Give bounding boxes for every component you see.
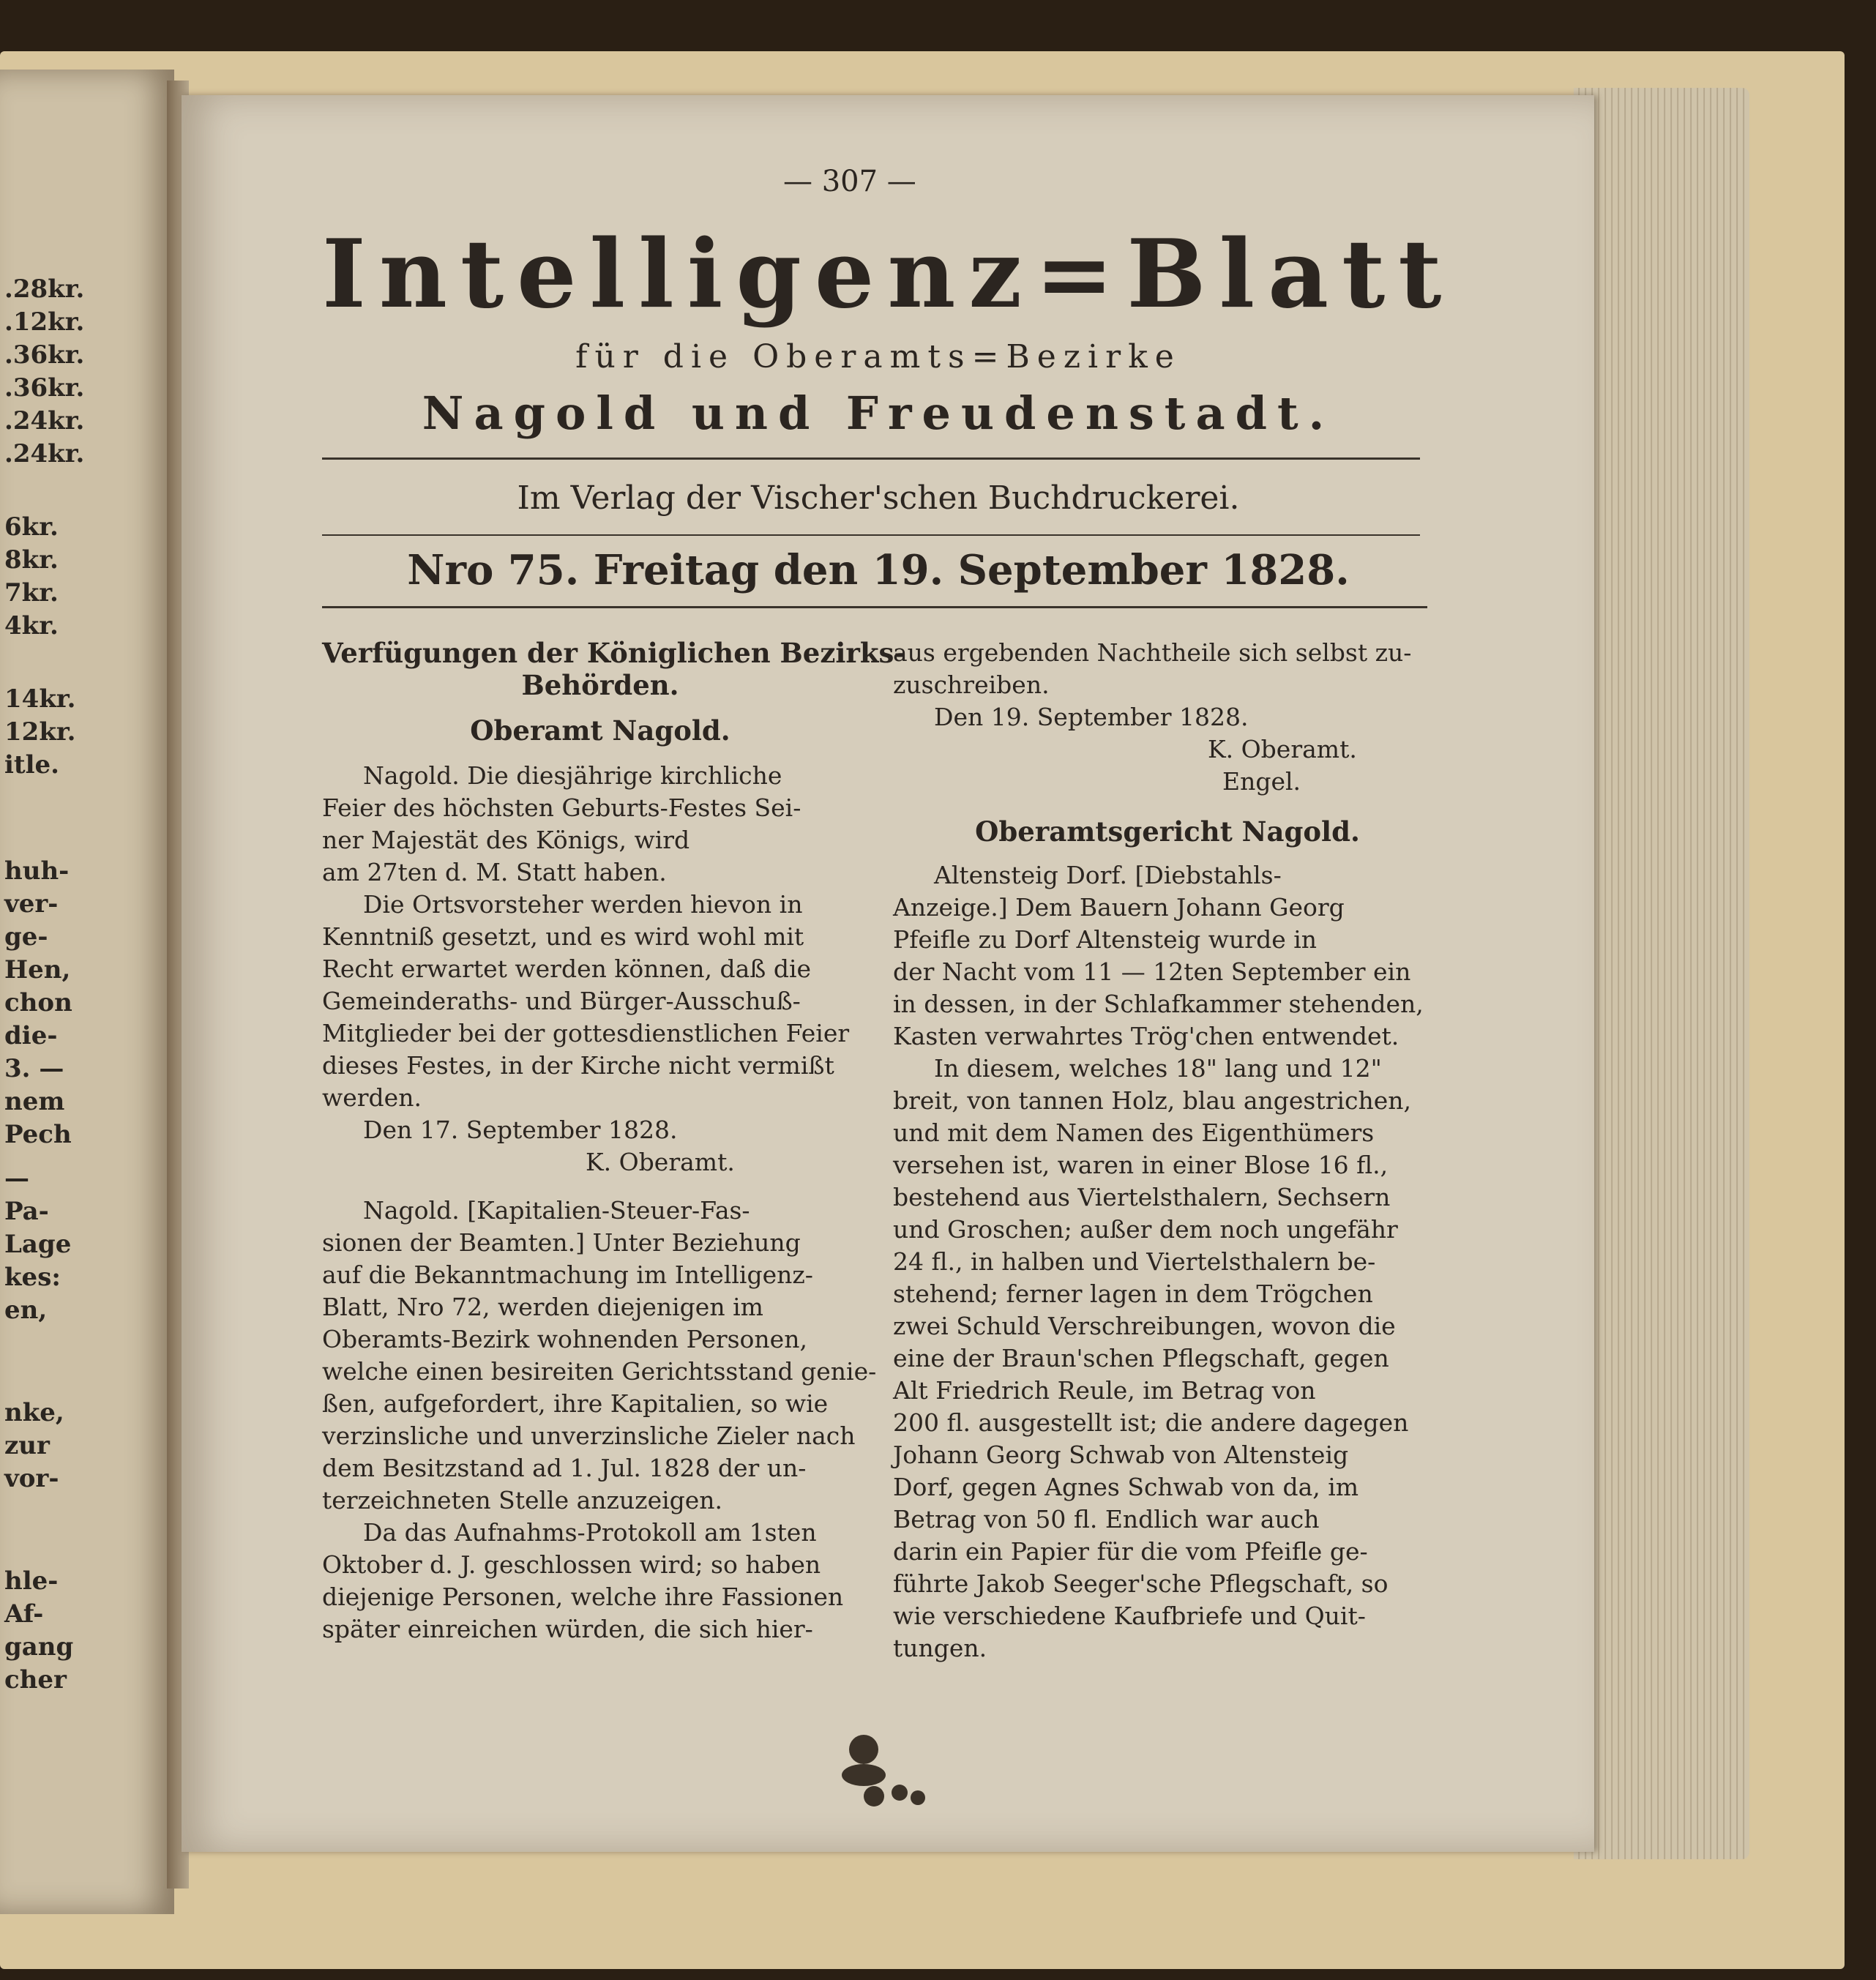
- text-line: dieses Festes, in der Kirche nicht vermißt: [322, 1051, 834, 1080]
- text-line: Johann Georg Schwab von Altensteig: [893, 1441, 1349, 1469]
- text-line: Betrag von 50 fl. Endlich war auch: [893, 1505, 1320, 1533]
- notice-paragraph: [322, 760, 878, 889]
- text-line: am 27ten d. M. Statt haben.: [322, 858, 667, 886]
- notice-paragraph: [893, 859, 1442, 1053]
- text-line: diejenige Personen, welche ihre Fassionen: [322, 1583, 844, 1611]
- notice-signature-name: Engel.: [1222, 767, 1301, 796]
- masthead-subtitle: für die Oberamts=Bezirke: [575, 338, 1181, 376]
- text-line: und mit dem Namen des Eigenthümers: [893, 1118, 1375, 1147]
- left-page-fragment: itle.: [4, 750, 60, 780]
- left-page-fragment: .28kr.: [4, 274, 85, 304]
- text-line: Feier des höchsten Geburts-Festes Sei-: [322, 793, 801, 822]
- left-page-fragment: zur: [4, 1431, 50, 1460]
- text-line: dem Besitzstand ad 1. Jul. 1828 der un-: [322, 1454, 807, 1482]
- text-line: sionen der Beamten.] Unter Beziehung: [322, 1228, 801, 1257]
- masthead-title: Intelligenz=Blatt: [322, 220, 1455, 329]
- text-line: In diesem, welches 18" lang und 12": [934, 1054, 1382, 1083]
- text-line: breit, von tannen Holz, blau angestrichen,: [893, 1086, 1411, 1115]
- left-page-fragment: 6kr.: [4, 512, 59, 542]
- notice-signature: K. Oberamt.: [586, 1148, 735, 1176]
- text-line: später einreichen würden, die sich hier-: [322, 1615, 813, 1643]
- left-page-fragment: 3. —: [4, 1054, 64, 1083]
- text-line: tungen.: [893, 1634, 987, 1662]
- text-line: versehen ist, waren in einer Blose 16 fl.,: [893, 1151, 1389, 1179]
- text-line: Altensteig Dorf. [Diebstahls-: [934, 861, 1282, 889]
- text-line: führte Jakob Seeger'sche Pflegschaft, so: [893, 1569, 1389, 1598]
- left-page-fragment: huh-: [4, 856, 70, 886]
- notice-paragraph: [322, 889, 878, 1114]
- left-page-fragment: chon: [4, 988, 72, 1017]
- left-page-fragment: Pech: [4, 1120, 72, 1149]
- notice-date: Den 19. September 1828.: [934, 703, 1249, 731]
- text-line: ßen, aufgefordert, ihre Kapitalien, so wie: [322, 1389, 829, 1418]
- left-page-fragment: 12kr.: [4, 717, 76, 747]
- left-page-fragment: nke,: [4, 1398, 64, 1427]
- left-page-fragment: Hen,: [4, 955, 71, 985]
- text-line: Gemeinderaths- und Bürger-Ausschuß-: [322, 987, 801, 1015]
- text-line: Nagold. [Kapitalien-Steuer-Fas-: [363, 1196, 750, 1225]
- text-line: terzeichneten Stelle anzuzeigen.: [322, 1486, 723, 1514]
- left-page-fragment: .36kr.: [4, 340, 85, 370]
- left-page-fragment: gang: [4, 1632, 74, 1662]
- notice-signature: K. Oberamt.: [1208, 735, 1357, 763]
- text-line: Anzeige.] Dem Bauern Johann Georg: [893, 893, 1345, 922]
- text-line: ner Majestät des Königs, wird: [322, 826, 690, 854]
- masthead-rule-1: [322, 457, 1420, 460]
- printer-ornament: [834, 1727, 937, 1815]
- left-page-fragment: 4kr.: [4, 611, 59, 640]
- text-line: Die Ortsvorsteher werden hievon in: [363, 890, 803, 919]
- text-line: in dessen, in der Schlafkammer stehenden,: [893, 990, 1424, 1018]
- text-line: Dorf, gegen Agnes Schwab von da, im: [893, 1473, 1359, 1501]
- left-page-fragment: ver-: [4, 889, 59, 919]
- text-line: Alt Friedrich Reule, im Betrag von: [893, 1376, 1316, 1405]
- left-page-fragment: 7kr.: [4, 578, 59, 608]
- text-line: und Groschen; außer dem noch ungefähr: [893, 1215, 1398, 1244]
- text-line: Oberamts-Bezirk wohnenden Personen,: [322, 1325, 807, 1353]
- notice-paragraph: [893, 637, 1442, 701]
- left-page-fragment: .12kr.: [4, 307, 85, 337]
- text-line: bestehend aus Viertelsthalern, Sechsern: [893, 1183, 1391, 1211]
- text-line: 200 fl. ausgestellt ist; die andere dagegen: [893, 1408, 1409, 1437]
- text-line: zwei Schuld Verschreibungen, wovon die: [893, 1312, 1396, 1340]
- left-page-fragment: Af-: [4, 1599, 44, 1629]
- text-line: Blatt, Nro 72, werden diejenigen im: [322, 1293, 763, 1321]
- left-page-fragment: en,: [4, 1296, 48, 1325]
- text-line: Da das Aufnahms-Protokoll am 1sten: [363, 1518, 817, 1547]
- text-line: wie verschiedene Kaufbriefe und Quit-: [893, 1602, 1366, 1630]
- text-line: Kasten verwahrtes Trög'chen entwendet.: [893, 1022, 1399, 1050]
- section-heading: Verfügungen der Königlichen Bezirks-: [322, 637, 905, 669]
- text-line: Pfeifle zu Dorf Altensteig wurde in: [893, 925, 1318, 954]
- text-line: eine der Braun'schen Pflegschaft, gegen: [893, 1344, 1389, 1372]
- masthead-publisher: Im Verlag der Vischer'schen Buchdruckerei.: [517, 479, 1240, 517]
- left-page-fragment: kes:: [4, 1263, 61, 1292]
- section-subheading: Oberamtsgericht Nagold.: [975, 815, 1360, 848]
- left-page: [0, 70, 174, 1914]
- left-page-fragment: hle-: [4, 1566, 59, 1596]
- left-page-fragment: vor-: [4, 1464, 59, 1493]
- text-line: aus ergebenden Nachtheile sich selbst zu-: [893, 638, 1412, 667]
- left-page-fragment: 8kr.: [4, 545, 59, 575]
- notice-paragraph: [893, 1053, 1442, 1665]
- masthead-rule-2: [322, 534, 1420, 536]
- text-line: verzinsliche und unverzinsliche Zieler nach: [322, 1422, 856, 1450]
- text-line: Recht erwartet werden können, daß die: [322, 954, 812, 983]
- left-page-fragment: —: [4, 1164, 29, 1193]
- left-page-fragment: nem: [4, 1087, 65, 1116]
- left-page-fragment: .24kr.: [4, 439, 85, 468]
- left-page-fragment: Lage: [4, 1230, 72, 1259]
- text-line: zuschreiben.: [893, 670, 1050, 699]
- issue-line: Nro 75. Freitag den 19. September 1828.: [407, 546, 1350, 594]
- notice-date: Den 17. September 1828.: [363, 1116, 678, 1144]
- text-line: auf die Bekanntmachung im Intelligenz-: [322, 1260, 813, 1289]
- text-line: Mitglieder bei der gottesdienstlichen Feier: [322, 1019, 850, 1047]
- left-page-fragment: Pa-: [4, 1197, 49, 1226]
- masthead-rule-3: [322, 606, 1427, 608]
- text-line: Kenntniß gesetzt, und es wird wohl mit: [322, 922, 804, 951]
- text-line: darin ein Papier für die vom Pfeifle ge-: [893, 1537, 1368, 1566]
- text-line: stehend; ferner lagen in dem Trögchen: [893, 1279, 1373, 1308]
- text-line: Nagold. Die diesjährige kirchliche: [363, 761, 782, 790]
- page-edges: [1574, 88, 1749, 1859]
- column-right: [893, 637, 1442, 1665]
- section-heading-cont: Behörden.: [521, 669, 679, 701]
- text-line: welche einen besireiten Gerichtsstand genie-: [322, 1357, 877, 1386]
- text-line: der Nacht vom 11 — 12ten September ein: [893, 957, 1411, 986]
- masthead-places: Nagold und Freudenstadt.: [422, 386, 1335, 440]
- text-line: werden.: [322, 1083, 422, 1112]
- left-page-fragment: die-: [4, 1021, 58, 1050]
- page-number: — 307 —: [783, 165, 916, 198]
- left-page-fragment: 14kr.: [4, 684, 76, 714]
- left-page-fragment: ge-: [4, 922, 48, 952]
- notice-paragraph: [322, 1195, 878, 1517]
- notice-paragraph: [322, 1517, 878, 1645]
- left-page-fragment: cher: [4, 1665, 67, 1695]
- text-line: Oktober d. J. geschlossen wird; so haben: [322, 1550, 821, 1579]
- left-page-fragment: .36kr.: [4, 373, 85, 403]
- text-line: 24 fl., in halben und Viertelsthalern be-: [893, 1247, 1376, 1276]
- section-subheading: Oberamt Nagold.: [470, 714, 730, 747]
- column-left: [322, 637, 905, 1645]
- left-page-fragment: .24kr.: [4, 406, 85, 436]
